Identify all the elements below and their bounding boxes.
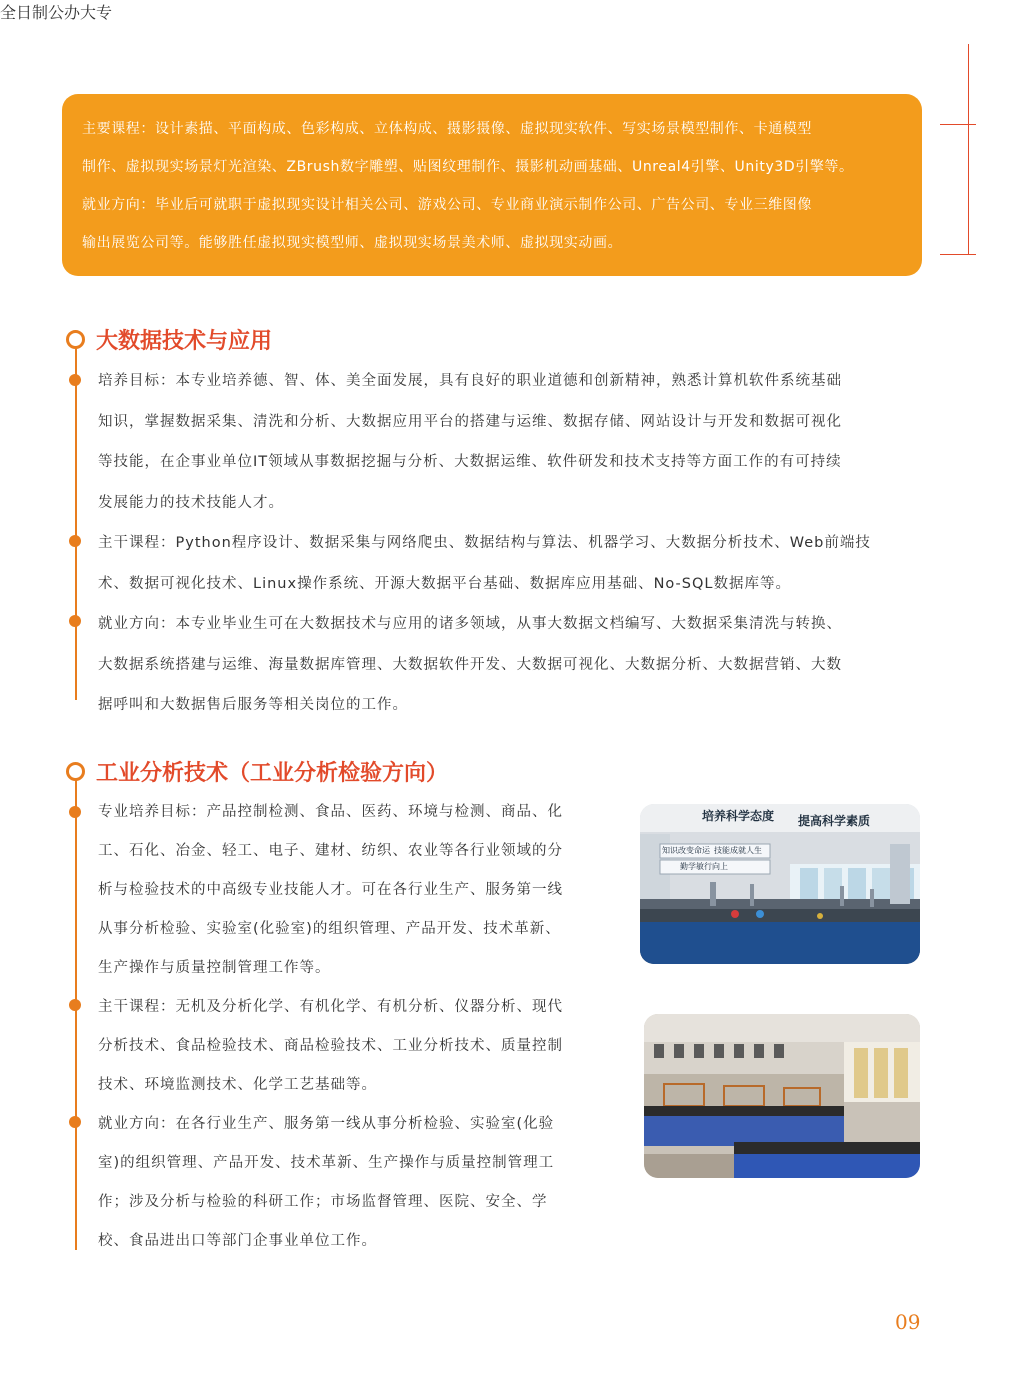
lab-sign-1: 知识改变命运: [662, 846, 710, 855]
body-line: 工、石化、冶金、轻工、电子、建材、纺织、农业等各行业领域的分: [98, 843, 563, 859]
body-line: 从事分析检验、实验室(化验室)的组织管理、产品开发、技术革新、: [98, 921, 561, 937]
section-title: 大数据技术与应用: [96, 328, 273, 354]
body-line: 等技能，在企事业单位IT领域从事数据挖掘与分析、大数据运维、软件研发和技术支持等方面工作的有可持续: [98, 454, 842, 470]
side-tab-label: 全日制公办大专: [0, 3, 113, 22]
lab-banner-left: 培养科学态度: [702, 809, 775, 823]
section-timeline: [75, 342, 77, 700]
body-line: 技术、环境监测技术、化学工艺基础等。: [98, 1077, 377, 1093]
bullet-dot-icon: [69, 1116, 81, 1128]
bullet-dot-icon: [69, 999, 81, 1011]
body-line: 就业方向：在各行业生产、服务第一线从事分析检验、实验室(化验: [98, 1116, 555, 1132]
bullet-dot-icon: [69, 535, 81, 547]
side-tab-tick-top: [940, 124, 976, 125]
course-info-box: [62, 94, 922, 276]
body-line: 主干课程：Python程序设计、数据采集与网络爬虫、数据结构与算法、机器学习、大数据分析技术、Web前端技: [98, 535, 871, 551]
section-title: 工业分析技术（工业分析检验方向）: [96, 760, 449, 786]
body-line: 据呼叫和大数据售后服务等相关岗位的工作。: [98, 697, 408, 713]
side-tab-line: [968, 44, 969, 254]
body-line: 室)的组织管理、产品开发、技术革新、生产操作与质量控制管理工: [98, 1155, 555, 1171]
body-line: 分析技术、食品检验技术、商品检验技术、工业分析技术、质量控制: [98, 1038, 563, 1054]
body-line: 知识，掌握数据采集、清洗和分析、大数据应用平台的搭建与运维、数据存储、网站设计与开发和数据可视化: [98, 413, 842, 430]
lab-sign-3: 勤学敏行向上: [680, 862, 728, 871]
page-number: 09: [895, 1310, 921, 1334]
section-body: [98, 361, 958, 726]
section-body: [98, 793, 638, 1261]
lab-photo-1-image: [640, 804, 920, 964]
box-line: 输出展览公司等。能够胜任虚拟现实模型师、虚拟现实场景美术师、虚拟现实动画。: [82, 235, 623, 251]
body-line: 主干课程：无机及分析化学、有机化学、有机分析、仪器分析、现代: [98, 999, 563, 1015]
body-line: 生产操作与质量控制管理工作等。: [98, 960, 331, 976]
body-line: 校、食品进出口等部门企事业单位工作。: [98, 1233, 377, 1249]
body-line: 发展能力的技术技能人才。: [98, 494, 284, 511]
body-line: 术、数据可视化技术、Linux操作系统、开源大数据平台基础、数据库应用基础、No-SQL数据库等。: [98, 575, 791, 592]
body-line: 析与检验技术的中高级专业技能人才。可在各行业生产、服务第一线: [98, 882, 563, 898]
box-line: 制作、虚拟现实场景灯光渲染、ZBrush数字雕塑、贴图纹理制作、摄影机动画基础、Unreal4引擎、Unity3D引擎等。: [82, 159, 854, 175]
bullet-dot-icon: [69, 806, 81, 818]
section-ring-icon: [66, 762, 85, 781]
side-tab: [940, 44, 980, 254]
side-tab-tick-bottom: [940, 254, 976, 255]
lab-banner-right: 提高科学素质: [798, 814, 871, 828]
box-line: 就业方向：毕业后可就职于虚拟现实设计相关公司、游戏公司、专业商业演示制作公司、广告公司、专业三维图像: [82, 197, 812, 213]
lab-photo-2-image: [644, 1014, 920, 1178]
body-line: 就业方向：本专业毕业生可在大数据技术与应用的诸多领域，从事大数据文档编写、大数据采集清洗与转换、: [98, 616, 842, 632]
body-line: 培养目标：本专业培养德、智、体、美全面发展，具有良好的职业道德和创新精神，熟悉计算机软件系统基础: [98, 373, 842, 389]
body-line: 大数据系统搭建与运维、海量数据库管理、大数据软件开发、大数据可视化、大数据分析、大数据营销、大数: [98, 656, 842, 673]
body-line: 作；涉及分析与检验的科研工作；市场监督管理、医院、安全、学: [98, 1194, 548, 1210]
lab-photo-1: [640, 804, 920, 964]
lab-sign-2: 技能成就人生: [714, 846, 762, 855]
bullet-dot-icon: [69, 615, 81, 627]
bullet-dot-icon: [69, 374, 81, 386]
box-line: 主要课程：设计素描、平面构成、色彩构成、立体构成、摄影摄像、虚拟现实软件、写实场景模型制作、卡通模型: [82, 121, 812, 137]
body-line: 专业培养目标：产品控制检测、食品、医药、环境与检测、商品、化: [98, 804, 563, 820]
section-ring-icon: [66, 330, 85, 349]
lab-photo-2: [644, 1014, 920, 1178]
section-timeline: [75, 774, 77, 1250]
